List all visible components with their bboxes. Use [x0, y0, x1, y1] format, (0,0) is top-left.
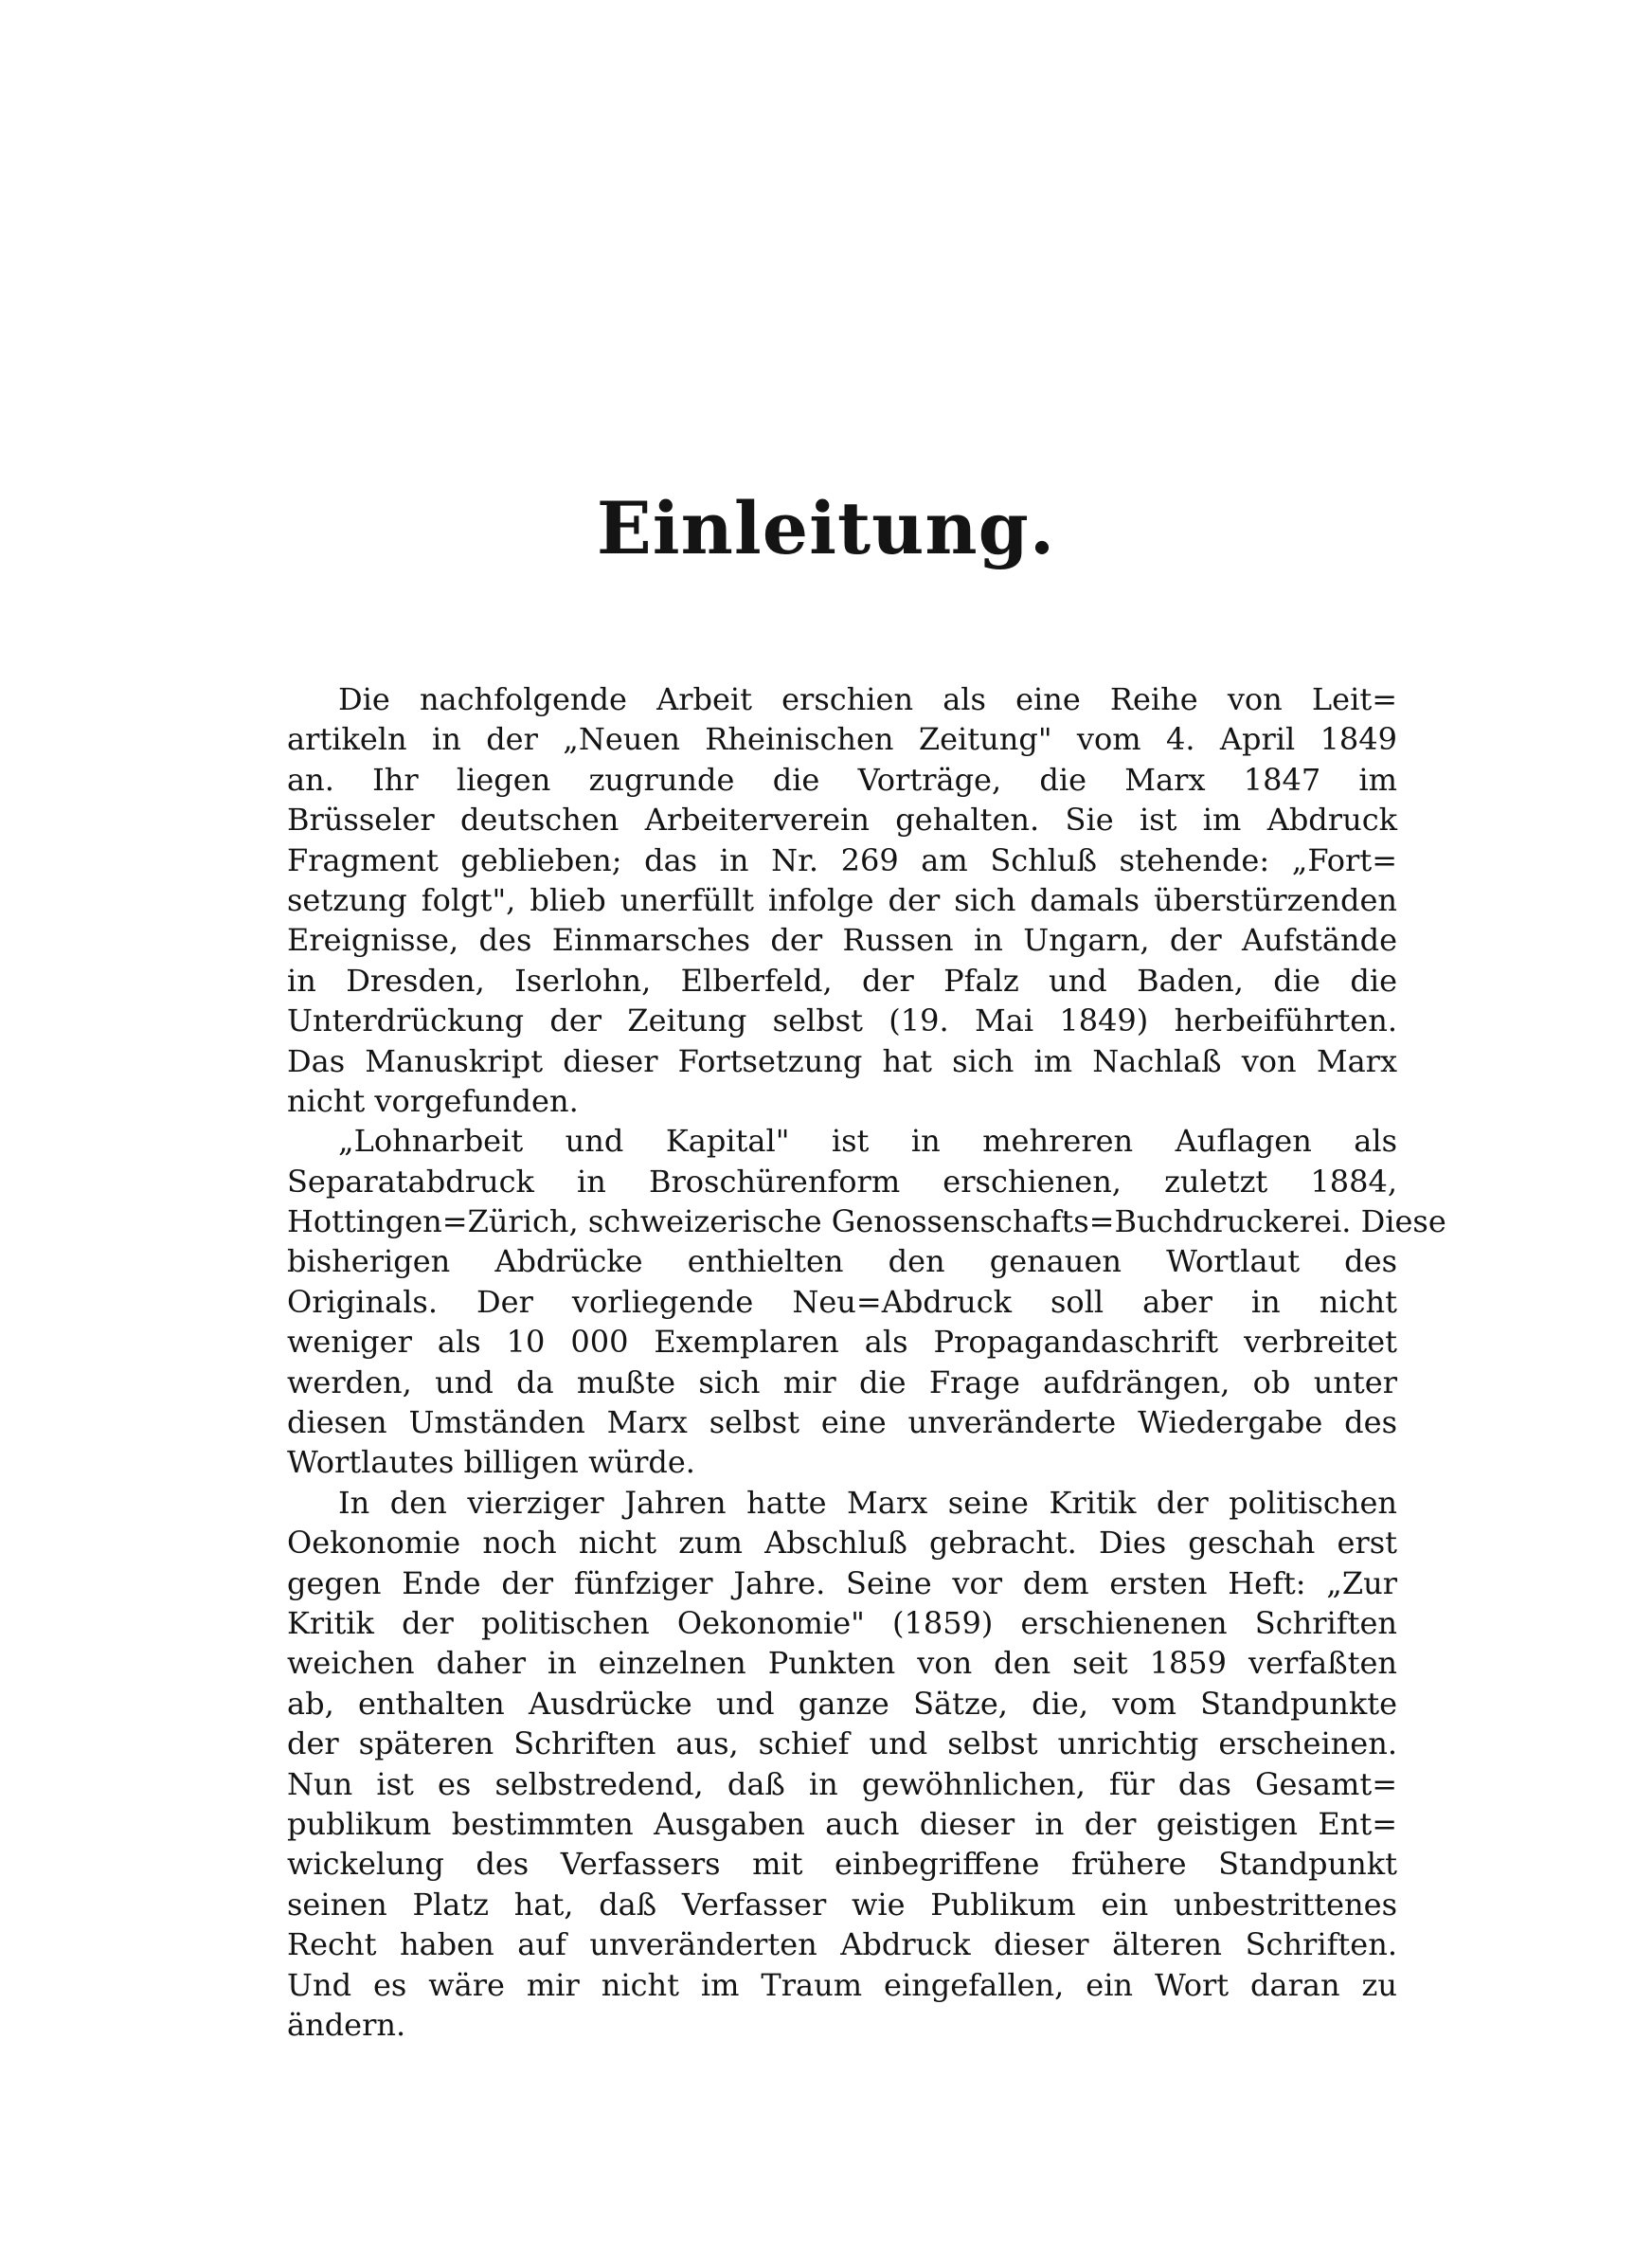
- text-line: Kritik der politischen Oekonomie" (1859) erschienenen Schriften: [287, 1604, 1397, 1641]
- paragraph-3: [287, 1483, 1397, 2045]
- text-line: Die nachfolgende Arbeit erschien als eine Reihe von Leit=: [338, 681, 1397, 717]
- text-line: Originals. Der vorliegende Neu=Abdruck soll aber in nicht: [287, 1283, 1397, 1320]
- text-line: an. Ihr liegen zugrunde die Vorträge, die Marx 1847 im: [287, 761, 1397, 798]
- text-line: bisherigen Abdrücke enthielten den genauen Wortlaut des: [287, 1243, 1397, 1280]
- text-line: der späteren Schriften aus, schief und selbst unrichtig erscheinen.: [287, 1725, 1397, 1762]
- paragraph-1: [287, 679, 1397, 1121]
- text-line: Und es wäre mir nicht im Traum eingefallen, ein Wort daran zu: [287, 1966, 1397, 2003]
- text-line: Das Manuskript dieser Fortsetzung hat sich im Nachlaß von Marx: [287, 1042, 1397, 1079]
- text-line: ändern.: [287, 2006, 406, 2043]
- text-line: gegen Ende der fünfziger Jahre. Seine vor dem ersten Heft: „Zur: [287, 1564, 1397, 1601]
- text-line: wickelung des Verfassers mit einbegriffene frühere Standpunkt: [287, 1846, 1397, 1883]
- text-line: Unterdrückung der Zeitung selbst (19. Mai 1849) herbeiführten.: [287, 1002, 1397, 1039]
- text-line: Hottingen=Zürich, schweizerische Genossenschafts=Buchdruckerei. Diese: [287, 1203, 1446, 1240]
- text-line: Nun ist es selbstredend, daß in gewöhnlichen, für das Gesamt=: [287, 1765, 1397, 1802]
- text-line: Brüsseler deutschen Arbeiterverein gehalten. Sie ist im Abdruck: [287, 802, 1397, 839]
- text-line: In den vierziger Jahren hatte Marx seine Kritik der politischen: [338, 1484, 1397, 1521]
- text-line: ab, enthalten Ausdrücke und ganze Sätze, die, vom Standpunkte: [287, 1685, 1397, 1722]
- body-text: [287, 679, 1446, 2045]
- text-line: diesen Umständen Marx selbst eine unveränderte Wiedergabe des: [287, 1404, 1397, 1441]
- text-line: werden, und da mußte sich mir die Frage aufdrängen, ob unter: [287, 1363, 1397, 1400]
- text-line: publikum bestimmten Ausgaben auch dieser in der geistigen Ent=: [287, 1805, 1397, 1842]
- text-line: „Lohnarbeit und Kapital" ist in mehreren Auflagen als: [338, 1123, 1397, 1160]
- text-line: artikeln in der „Neuen Rheinischen Zeitung" vom 4. April 1849: [287, 721, 1397, 758]
- text-line: Wortlautes billigen würde.: [287, 1444, 695, 1481]
- paragraph-2: [287, 1121, 1446, 1483]
- text-line: Ereignisse, des Einmarsches der Russen in Ungarn, der Aufstände: [287, 922, 1397, 959]
- text-line: weniger als 10 000 Exemplaren als Propagandaschrift verbreitet: [287, 1324, 1397, 1361]
- text-line: Oekonomie noch nicht zum Abschluß gebracht. Dies geschah erst: [287, 1525, 1397, 1562]
- text-line: Recht haben auf unveränderten Abdruck dieser älteren Schriften.: [287, 1926, 1397, 1963]
- page-title: Einleitung.: [596, 486, 1056, 570]
- text-line: weichen daher in einzelnen Punkten von den seit 1859 verfaßten: [287, 1645, 1397, 1682]
- text-line: seinen Platz hat, daß Verfasser wie Publikum ein unbestrittenes: [287, 1886, 1397, 1923]
- text-line: Fragment geblieben; das in Nr. 269 am Schluß stehende: „Fort=: [287, 841, 1397, 878]
- text-line: in Dresden, Iserlohn, Elberfeld, der Pfalz und Baden, die die: [287, 962, 1397, 999]
- text-line: Separatabdruck in Broschürenform erschienen, zuletzt 1884,: [287, 1163, 1397, 1200]
- text-line: setzung folgt", blieb unerfüllt infolge der sich damals überstürzenden: [287, 881, 1397, 918]
- text-line: nicht vorgefunden.: [287, 1082, 579, 1119]
